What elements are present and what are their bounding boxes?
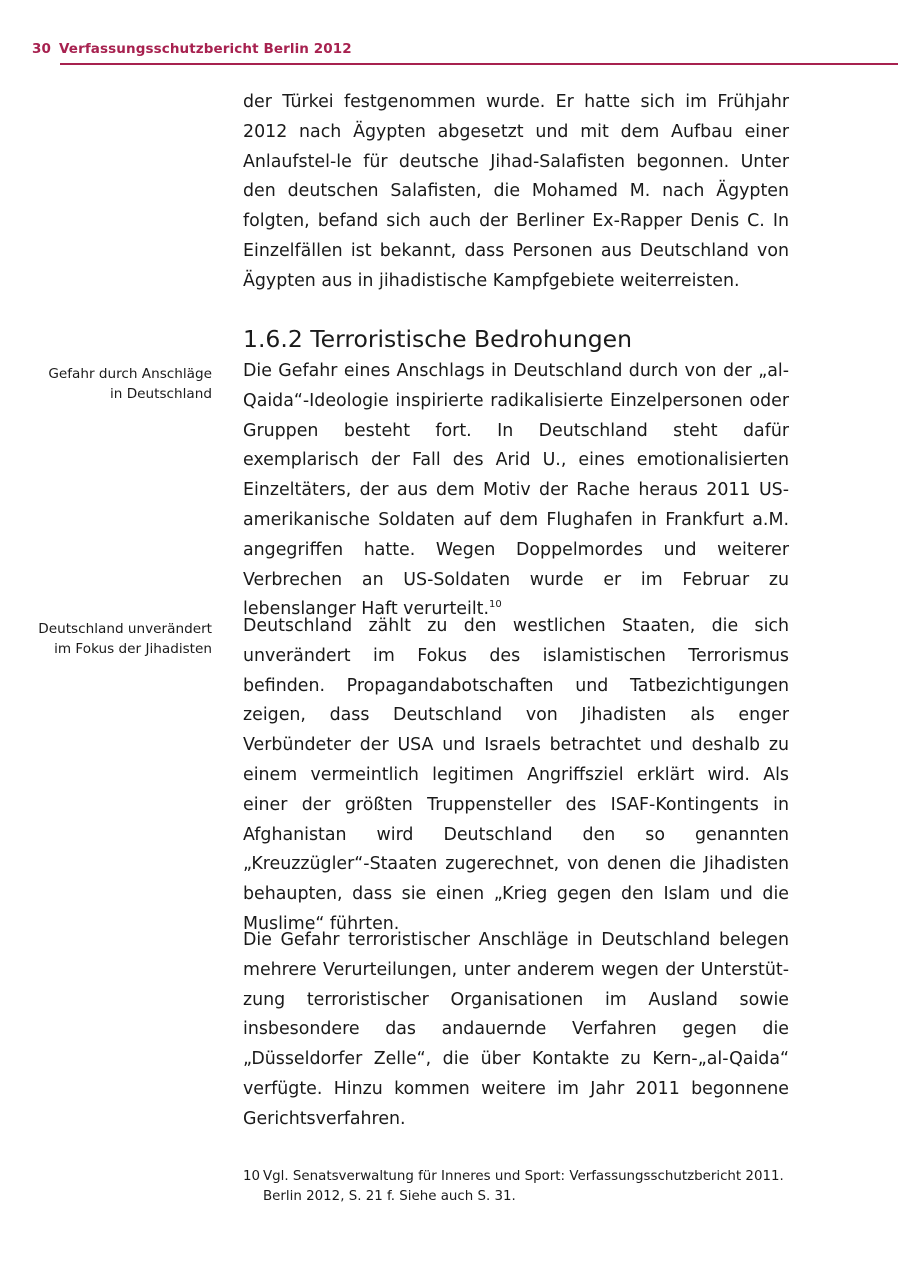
footnote-reference: 10 bbox=[489, 599, 502, 611]
running-header bbox=[32, 38, 898, 68]
header-rule bbox=[60, 63, 898, 65]
footnote-line-1: Vgl. Senatsverwaltung für Inneres und Sport: Verfassungsschutzbericht 2011. bbox=[263, 1169, 784, 1184]
paragraph-attack-danger bbox=[243, 357, 789, 625]
footnote-line-2: Berlin 2012, S. 21 f. Siehe auch S. 31. bbox=[263, 1189, 516, 1204]
paragraph-convictions: Die Gefahr terroristischer Anschläge in Deutschland belegen mehrere Verurteilungen, unter anderem wegen der Unterstützung terroristischer Organisationen im Ausland sowie insbesondere das andauernde Verfahren gegen die „Düsseldorfer Zelle“, die über Kontakte zu Kern-„al-Qaida“ verfügte. Hinzu kommen weitere im Jahr 2011 begonnene Gerichtsverfahren. bbox=[243, 930, 789, 1129]
page-number: 30 bbox=[32, 41, 51, 57]
paragraph-jihadist-focus: Deutschland zählt zu den westlichen Staaten, die sich unverändert im Fokus des islamistischen Terrorismus befinden. Propagandabotschaften und Tatbezichtigungen zeigen, dass Deutschland von Jihadisten als enger Verbündeter der USA und Israels betrachtet und deshalb zu einem vermeintlich legitimen Angriffsziel erklärt wird. Als einer der größten Truppensteller des ISAF-Kontingents in Afghanistan wird Deutschland den so genannten „Kreuzzügler“-Staaten zugerechnet, von denen die Jihadisten behaupten, dass sie einen „Krieg gegen den Islam und die Muslime“ führten. bbox=[243, 616, 789, 934]
section-heading: 1.6.2 Terroristische Bedrohungen bbox=[243, 325, 632, 353]
paragraph-continued: der Türkei festgenommen wurde. Er hatte sich im Frühjahr 2012 nach Ägypten abgesetzt und mit dem Aufbau einer Anlaufstel-le für deutsche Jihad-Salafisten begonnen. Unter den deutschen Salafisten, die Mohamed M. nach Ägypten folgten, befand sich auch der Berliner Ex-Rapper Denis C. In Einzelfällen ist bekannt, dass Personen aus Deutschland von Ägypten aus in jihadistische Kampfgebiete weiterreisten. bbox=[243, 92, 789, 291]
footnote bbox=[243, 1167, 803, 1207]
header-text bbox=[32, 41, 352, 57]
header-title: Verfassungsschutzbericht Berlin 2012 bbox=[59, 41, 352, 57]
margin-note-attack-danger: Gefahr durch Anschläge in Deutschland bbox=[48, 366, 212, 402]
paragraph-attack-danger-text: Die Gefahr eines Anschlags in Deutschland durch von der „al-Qaida“-Ideologie inspirierte radikalisierte Einzelpersonen oder Gruppen besteht fort. In Deutschland steht dafür exemplarisch der Fall des Arid U., eines emotionalisierten Einzeltäters, der aus dem Motiv der Rache heraus 2011 US-amerikanische Soldaten auf dem Flughafen in Frankfurt a.M. angegriffen hatte. Wegen Doppelmordes und weiterer Verbrechen an US-Soldaten wurde er im Februar zu lebenslanger Haft verurteilt. bbox=[243, 361, 789, 620]
margin-note-jihadist-focus: Deutschland unverändert im Fokus der Jihadisten bbox=[38, 621, 212, 657]
footnote-number: 10 bbox=[243, 1169, 261, 1184]
